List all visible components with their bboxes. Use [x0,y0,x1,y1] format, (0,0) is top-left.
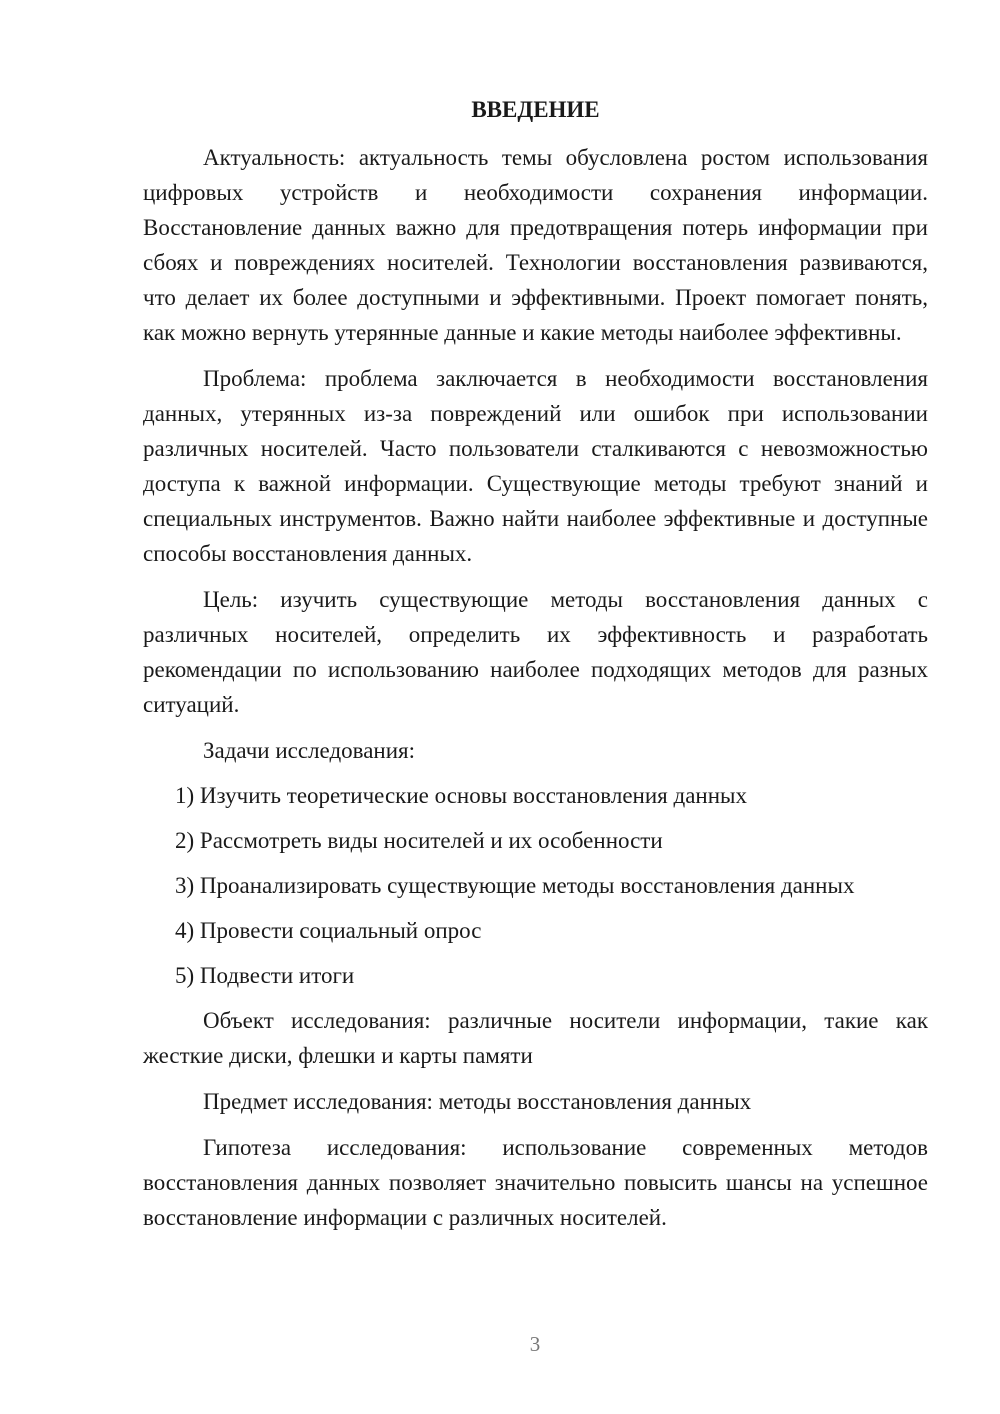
problem-paragraph: Проблема: проблема заключается в необходимости восстановления данных, утерянных из-за повреждений или ошибок при использовании различных носителей. Часто пользователи сталкиваются с невозможностью доступа к важной информации. Существующие методы требуют знаний и специальных инструментов. Важно найти наиболее эффективные и доступные способы восстановления данных. [143,366,928,566]
relevance-paragraph: Актуальность: актуальность темы обусловлена ростом использования цифровых устройств и необходимости сохранения информации. Восстановление данных важно для предотвращения потерь информации при сбоях и повреждениях носителей. Технологии восстановления развиваются, что делает их более доступными и эффективными. Проект помогает понять, как можно вернуть утерянные данные и какие методы наиболее эффективны. [143,145,928,345]
object-paragraph: Объект исследования: различные носители информации, такие как жесткие диски, флешки и карты памяти [143,1008,928,1068]
task-item-4: 4) Провести социальный опрос [175,918,482,943]
page-number: 3 [529,1332,541,1356]
hypothesis-paragraph: Гипотеза исследования: использование современных методов восстановления данных позволяет значительно повысить шансы на успешное восстановление информации с различных носителей. [143,1135,928,1230]
task-item-5: 5) Подвести итоги [175,963,355,988]
page-content [143,88,928,1246]
subject-paragraph: Предмет исследования: методы восстановления данных [203,1089,752,1114]
task-item-1: 1) Изучить теоретические основы восстановления данных [175,783,747,808]
tasks-list [143,778,928,993]
goal-paragraph: Цель: изучить существующие методы восстановления данных с различных носителей, определить их эффективность и разработать рекомендации по использованию наиболее подходящих методов для разных ситуаций. [143,587,928,717]
page-title: ВВЕДЕНИЕ [471,97,600,122]
task-item-3: 3) Проанализировать существующие методы восстановления данных [175,873,855,898]
tasks-heading: Задачи исследования: [203,738,416,763]
task-item-2: 2) Рассмотреть виды носителей и их особенности [175,828,663,853]
